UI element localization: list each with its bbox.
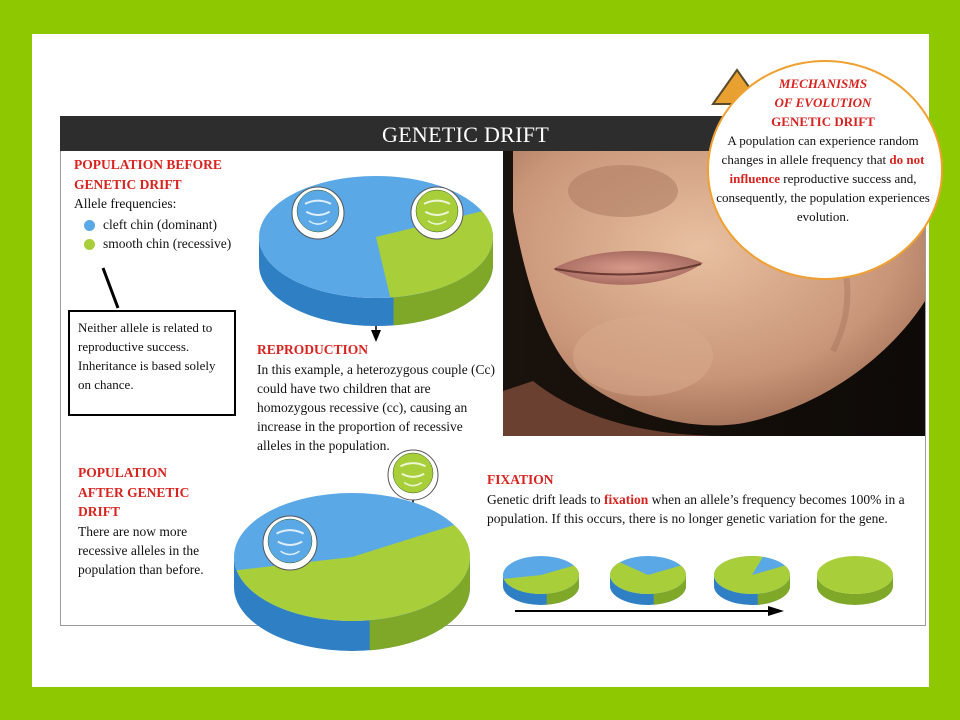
allele-frequencies-label: Allele frequencies:: [74, 196, 177, 211]
fixation-pie-1: [503, 556, 579, 605]
callout-highlight: do not influence: [729, 152, 925, 186]
callout-body: [712, 131, 934, 226]
legend-label-cleft: cleft chin (dominant): [103, 217, 217, 232]
fixation-text: [487, 490, 917, 528]
callout-heading-1: MECHANISMS: [778, 76, 868, 91]
callout-heading-2: OF EVOLUTION: [774, 95, 872, 110]
callout-subheading: GENETIC DRIFT: [771, 114, 875, 129]
cleft-chin-icon-after: [263, 516, 317, 570]
legend-label-smooth: smooth chin (recessive): [103, 236, 232, 251]
callout-body-text-2: reproductive success and, consequently, the population experiences evolution.: [716, 171, 930, 224]
after-heading-2: AFTER GENETIC: [78, 485, 190, 500]
legend-item-smooth: [84, 236, 231, 252]
smooth-chin-swatch: [84, 239, 95, 250]
fixation-text-2: when an allele’s frequency becomes 100% in a population. If this occurs, there is no longer genetic variation for the gene.: [487, 492, 905, 526]
smooth-chin-icon-before: [411, 187, 463, 239]
fixation-heading: FIXATION: [487, 472, 554, 487]
smooth-chin-icon-falling: [388, 450, 438, 500]
fixation-pie-4-slice-recessive: [817, 556, 893, 594]
callout-text-block: [712, 74, 934, 226]
slide-title: GENETIC DRIFT: [382, 122, 550, 147]
after-text: There are now more recessive alleles in the population than before.: [78, 524, 204, 577]
after-heading-1: POPULATION: [78, 465, 168, 480]
fixation-pie-3: [714, 556, 790, 605]
after-heading-3: DRIFT: [78, 504, 121, 519]
reproduction-text: In this example, a heterozygous couple (Cc) could have two children that are homozygous recessive (cc), causing an increase in the proportion of recessive alleles in the population.: [257, 362, 496, 453]
legend-item-cleft: [84, 217, 217, 233]
before-heading-1: POPULATION BEFORE: [74, 157, 222, 172]
fixation-highlight: fixation: [603, 492, 649, 507]
fixation-timeline-arrow-head: [768, 606, 784, 616]
fixation-pie-2: [610, 556, 686, 605]
fixation-text-1: Genetic drift leads to: [487, 492, 604, 507]
reproduction-arrow-head: [371, 330, 381, 342]
callout-body-text-1: A population can experience random changes in allele frequency that: [721, 133, 919, 167]
inheritance-note: Neither allele is related to reproductive success. Inheritance is based solely on chance.: [68, 310, 236, 416]
cleft-chin-swatch: [84, 220, 95, 231]
fixation-pie-4: [817, 556, 893, 605]
after-pie: [234, 493, 470, 651]
note-pointer-line: [103, 268, 118, 308]
cleft-chin-icon-before: [292, 187, 344, 239]
reproduction-heading: REPRODUCTION: [257, 342, 369, 357]
before-heading-2: GENETIC DRIFT: [74, 177, 182, 192]
